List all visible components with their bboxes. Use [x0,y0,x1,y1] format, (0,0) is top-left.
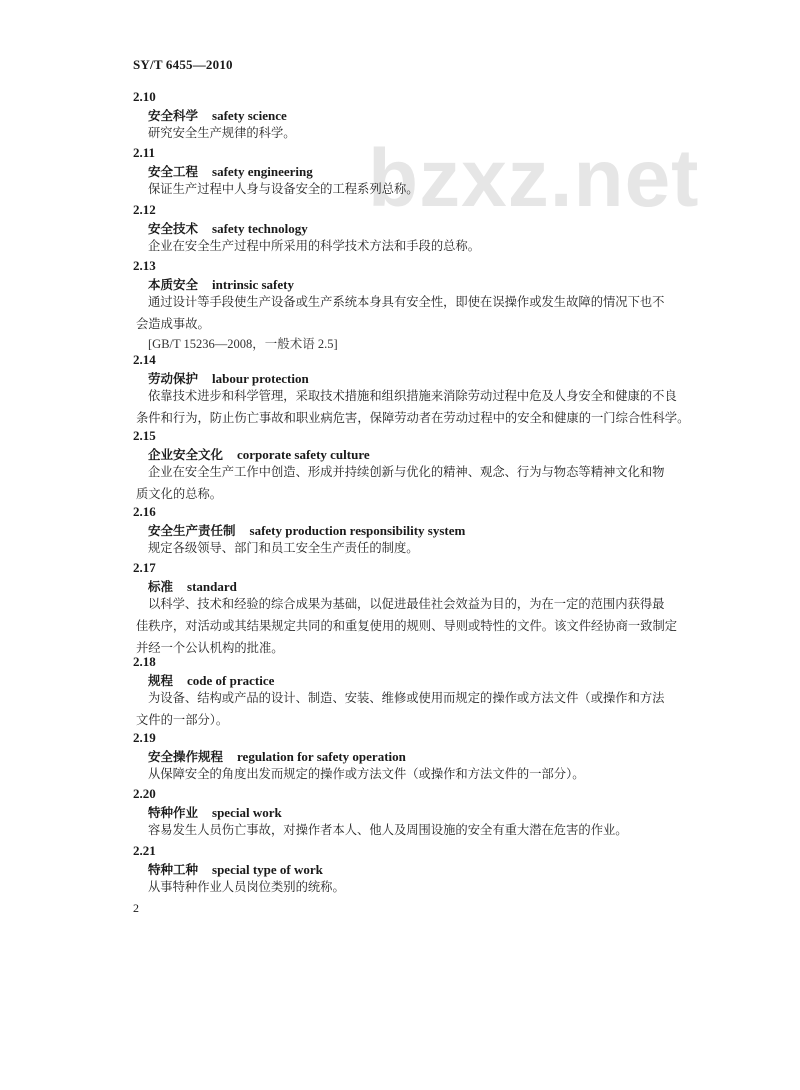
definition-line: 从事特种作业人员岗位类别的统称。 [148,880,345,894]
term-english: safety production responsibility system [249,523,466,538]
watermark-text: bzxz.net [368,133,700,224]
definition-line: 会造成事故。 [136,317,210,331]
term-chinese: 安全操作规程 [148,749,224,764]
clause-number: 2.19 [133,730,156,745]
term-chinese: 企业安全文化 [148,447,224,462]
term-chinese: 特种作业 [148,805,199,820]
clause-number: 2.15 [133,428,156,443]
term-definition [148,537,696,559]
definition-line: 通过设计等手段使生产设备或生产系统本身具有安全性，即使在误操作或发生故障的情况下也不 [148,295,665,309]
definition-line: 依靠技术进步和科学管理，采取技术措施和组织措施来消除劳动过程中危及人身安全和健康的不良 [148,389,677,403]
definition-line: 以科学、技术和经验的综合成果为基础，以促进最佳社会效益为目的，为在一定的范围内获得最 [148,597,665,611]
term-definition [136,593,696,659]
clause-number: 2.20 [133,786,156,801]
definition-line: 规定各级领导、部门和员工安全生产责任的制度。 [148,541,419,555]
term-chinese: 安全生产责任制 [148,523,236,538]
term-english: safety engineering [212,164,313,179]
definition-line: 条件和行为，防止伤亡事故和职业病危害，保障劳动者在劳动过程中的安全和健康的一门综合性科学。 [136,411,690,425]
term-chinese: 标准 [148,579,174,594]
definition-line: 保证生产过程中人身与设备安全的工程系列总称。 [148,182,419,196]
reference-citation: [GB/T 15236—2008，一般术语 2.5] [148,337,338,351]
term-definition [148,235,696,257]
term-english: code of practice [187,673,275,688]
definition-line: 质文化的总称。 [136,487,223,501]
term-chinese: 本质安全 [148,277,199,292]
definition-line: 从保障安全的角度出发而规定的操作或方法文件（或操作和方法文件的一部分）。 [148,767,585,781]
page-number: 2 [133,901,139,915]
definition-line: 佳秩序，对活动或其结果规定共同的和重复使用的规则、导则或特性的文件。该文件经协商一致制定 [136,619,678,633]
term-definition [148,122,696,144]
term-chinese: 特种工种 [148,862,199,877]
term-english: regulation for safety operation [237,749,406,764]
term-english: intrinsic safety [212,277,294,292]
clause-number: 2.11 [133,145,156,160]
term-chinese: 安全技术 [148,221,199,236]
term-english: labour protection [212,371,309,386]
clause-number: 2.21 [133,843,156,858]
term-english: safety science [212,108,287,123]
term-definition [148,876,696,898]
definition-line: 文件的一部分）。 [136,713,229,727]
definition-line: 并经一个公认机构的批准。 [136,641,284,655]
clause-number: 2.13 [133,258,156,273]
clause-number: 2.17 [133,560,156,575]
term-chinese: 规程 [148,673,174,688]
term-definition [136,385,696,429]
term-chinese: 安全工程 [148,164,199,179]
clause-number: 2.10 [133,89,156,104]
clause-number: 2.16 [133,504,156,519]
definition-line: 容易发生人员伤亡事故，对操作者本人、他人及周围设施的安全有重大潜在危害的作业。 [148,823,628,837]
definition-line: 企业在安全生产过程中所采用的科学技术方法和手段的总称。 [148,239,481,253]
term-definition [148,763,696,785]
clause-number: 2.18 [133,654,156,669]
term-chinese: 劳动保护 [148,371,199,386]
term-definition [136,291,696,335]
definition-line: 企业在安全生产工作中创造、形成并持续创新与优化的精神、观念、行为与物态等精神文化和物 [148,465,665,479]
term-english: safety technology [212,221,308,236]
clause-number: 2.14 [133,352,156,367]
term-definition [136,461,696,505]
term-english: corporate safety culture [237,447,370,462]
term-english: standard [187,579,237,594]
term-chinese: 安全科学 [148,108,199,123]
term-english: special type of work [212,862,323,877]
term-english: special work [212,805,282,820]
clause-number: 2.12 [133,202,156,217]
term-definition [148,178,696,200]
definition-line: 为设备、结构或产品的设计、制造、安装、维修或使用而规定的操作或方法文件（或操作和方法 [148,691,665,705]
definition-line: 研究安全生产规律的科学。 [148,126,296,140]
document-code: SY/T 6455—2010 [133,57,233,72]
term-definition [136,687,696,731]
term-definition [148,819,696,841]
